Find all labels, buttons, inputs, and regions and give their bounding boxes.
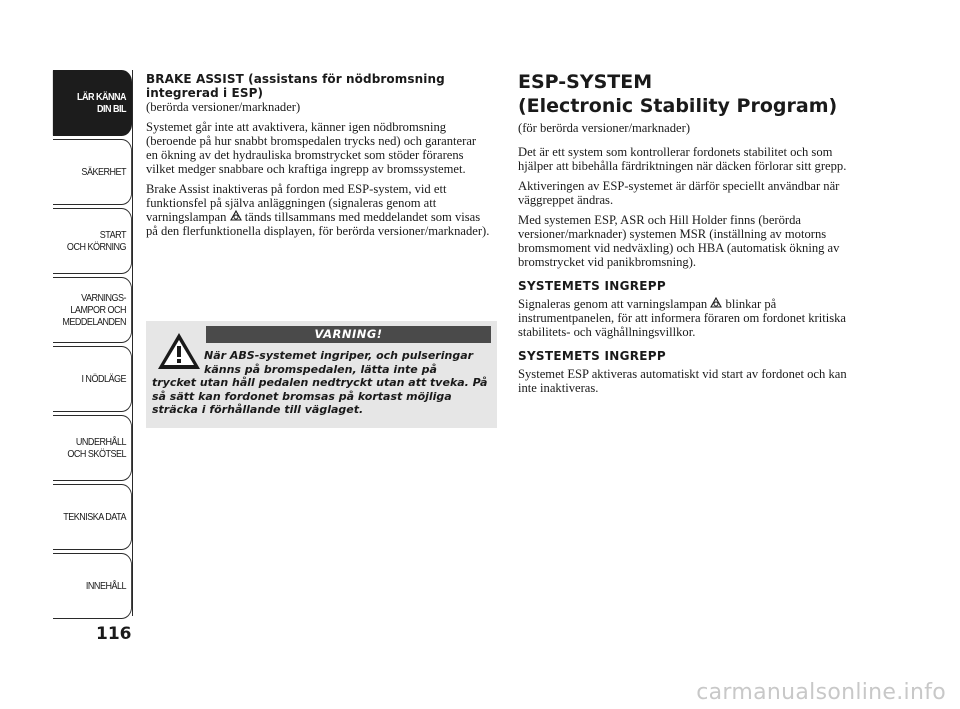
section-title-systemets-ingrepp-1: SYSTEMETS INGREPP bbox=[518, 279, 666, 293]
esp-paragraph-3: Med systemen ESP, ASR och Hill Holder finns (berörda versioner/marknader) systemen MSR (inställning av motorns bromsmoment vid nedväxling) och HBA (automatisk ökning av bromstrycket vid panikbromsning). bbox=[518, 213, 840, 269]
warning-text: När ABS-systemet ingriper, och pulseringar känns på bromspedalen, lätta inte på trycket utan håll pedalen nedtryckt utan att tveka. På så sätt kan fordonet bromsas på kortast möjliga sträcka i förhållande till väglaget. bbox=[152, 349, 488, 416]
brake-assist-subheading: (berörda versioner/marknader) bbox=[146, 100, 301, 114]
tab-innehall[interactable]: INNEHÅLL bbox=[53, 553, 132, 619]
tab-varningslampor[interactable]: VARNINGS- LAMPOR OCH MEDDELANDEN bbox=[53, 277, 132, 343]
tab-start-och-korning[interactable]: START OCH KÖRNING bbox=[53, 208, 132, 274]
brake-assist-paragraph-1: Systemet går inte att avaktivera, känner igen nödbromsning (beroende på hur snabbt bromspedalen trycks ned) och garanterar en ökning av det hydrauliska bromstrycket som stöder förarens vilket medger snabbare och kraftiga ingrepp av bromssystemet. bbox=[146, 120, 477, 176]
esp-section bbox=[518, 70, 868, 401]
warning-title: VARNING! bbox=[206, 326, 491, 343]
esp-paragraph-2: Aktiveringen av ESP-systemet är därför speciellt användbar när väggreppet ändras. bbox=[518, 179, 840, 207]
tab-lar-kanna-din-bil[interactable]: LÄR KÄNNA DIN BIL bbox=[53, 70, 132, 136]
brake-assist-paragraph-2: Brake Assist inaktiveras på fordon med ESP-system, vid ett funktionsfel på själva anläggningen (signaleras genom att varningslampan tänds tillsammans med meddelandet som visas på den flerfunktionella displayen, för berörda versioner/marknader). bbox=[146, 182, 490, 238]
section-1-text: Signaleras genom att varningslampan blinkar på instrumentpanelen, för att informera föraren om fordonet kritiska stabilitets- och väghållningsvillkor. bbox=[518, 297, 847, 339]
esp-title-line-1: ESP-SYSTEM bbox=[518, 71, 653, 93]
watermark: carmanualsonline.info bbox=[696, 680, 946, 705]
brake-assist-heading: BRAKE ASSIST (assistans för nödbromsning integrerad i ESP) bbox=[146, 72, 445, 100]
esp-warning-lamp-icon bbox=[230, 210, 242, 222]
warning-box bbox=[146, 321, 497, 428]
esp-title-line-2: (Electronic Stability Program) bbox=[518, 95, 838, 117]
esp-subheading: (för berörda versioner/marknader) bbox=[518, 121, 691, 135]
esp-warning-lamp-icon bbox=[710, 297, 722, 309]
tab-i-nodlage[interactable]: I NÖDLÄGE bbox=[53, 346, 132, 412]
sidebar-divider bbox=[132, 70, 133, 616]
tab-tekniska-data[interactable]: TEKNISKA DATA bbox=[53, 484, 132, 550]
tab-underhall[interactable]: UNDERHÅLL OCH SKÖTSEL bbox=[53, 415, 132, 481]
brake-assist-section bbox=[146, 72, 490, 244]
section-title-systemets-ingrepp-2: SYSTEMETS INGREPP bbox=[518, 349, 666, 363]
page-number: 116 bbox=[96, 624, 132, 644]
esp-paragraph-1: Det är ett system som kontrollerar fordonets stabilitet och som hjälper att bibehålla färdriktningen när däcken förlorar sitt grepp. bbox=[518, 145, 847, 173]
section-2-text: Systemet ESP aktiveras automatiskt vid start av fordonet och kan inte inaktiveras. bbox=[518, 367, 847, 395]
tab-sakerhet[interactable]: SÄKERHET bbox=[53, 139, 132, 205]
